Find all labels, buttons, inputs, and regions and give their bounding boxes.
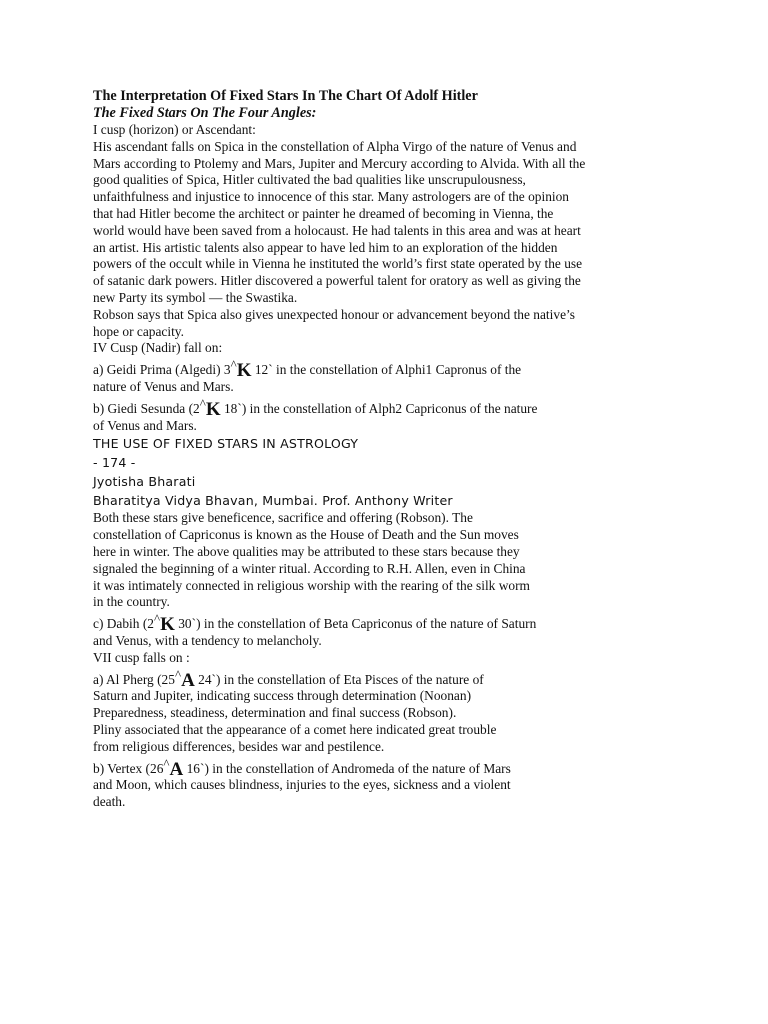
section-label-vii-cusp: VII cusp falls on : (93, 649, 190, 665)
star-entry-text: 18`) in the constellation of Alph2 Capriconus of the nature (220, 400, 538, 416)
star-entry-text: a) Al Pherg (25 (93, 671, 175, 687)
text-line: an artist. His artistic talents also appear to have led him to an exploration of the hidden (93, 239, 558, 255)
star-entry-text: 16`) in the constellation of Andromeda of the nature of Mars (183, 760, 511, 776)
caret-mark: ^ (230, 357, 237, 373)
star-entry-text: c) Dabih (2 (93, 616, 154, 632)
text-line: Mars according to Ptolemy and Mars, Jupiter and Mercury according to Alvida. With all the (93, 155, 586, 171)
text-line: His ascendant falls on Spica in the constellation of Alpha Virgo of the nature of Venus and (93, 138, 577, 154)
text-line: and Venus, with a tendency to melancholy. (93, 632, 322, 648)
zodiac-sign-glyph: K (205, 398, 221, 420)
text-line: Both these stars give beneficence, sacrifice and offering (Robson). The (93, 510, 473, 526)
star-entry-text: b) Giedi Sesunda (2 (93, 400, 200, 416)
star-entry-dabih (93, 611, 693, 636)
caret-mark: ^ (153, 611, 161, 627)
text-line: nature of Venus and Mars. (93, 378, 234, 394)
caret-mark: ^ (174, 666, 182, 682)
text-line: Robson says that Spica also gives unexpected honour or advancement beyond the native’s (93, 306, 575, 322)
text-line: world would have been saved from a holocaust. He had talents in this area and was at heart (93, 222, 581, 238)
paragraph-vertex (93, 777, 693, 811)
text-line: I cusp (horizon) or Ascendant: (93, 122, 256, 137)
star-entry-text: 24`) in the constellation of Eta Pisces of the nature of (194, 671, 484, 687)
text-line: it was intimately connected in religious worship with the rearing of the silk worm (93, 577, 530, 593)
document-page (93, 88, 693, 811)
text-line: of satanic dark powers. Hitler discovered a powerful talent for oratory as well as giving the (93, 273, 581, 289)
document-title: The Interpretation Of Fixed Stars In The Chart Of Adolf Hitler (93, 88, 478, 104)
publisher-line: Bharatitya Vidya Bhavan, Mumbai. Prof. Anthony Writer (93, 493, 453, 509)
zodiac-sign-glyph: A (181, 669, 195, 691)
text-line: signaled the beginning of a winter ritual. According to R.H. Allen, even in China (93, 560, 526, 576)
zodiac-sign-glyph: A (169, 758, 184, 780)
star-entry-text: b) Vertex (26 (93, 760, 164, 776)
page-number: - 174 - (93, 455, 136, 471)
star-entry-giedi-sesunda (93, 395, 693, 420)
caret-mark: ^ (163, 755, 170, 771)
text-line: in the country. (93, 594, 170, 610)
text-line: and Moon, which causes blindness, injuries to the eyes, sickness and a violent (93, 777, 511, 793)
text-line: hope or capacity. (93, 323, 184, 339)
caret-mark: ^ (199, 395, 206, 411)
text-line: good qualities of Spica, Hitler cultivated the bad qualities like unscrupulousness, (93, 172, 526, 188)
text-line: here in winter. The above qualities may be attributed to these stars because they (93, 543, 520, 559)
footer-heading: THE USE OF FIXED STARS IN ASTROLOGY (93, 436, 359, 452)
text-line: powers of the occult while in Vienna he instituted the world’s first state operated by the use (93, 256, 583, 272)
zodiac-sign-glyph: K (160, 614, 175, 636)
text-line: of Venus and Mars. (93, 417, 197, 433)
text-line: new Party its symbol — the Swastika. (93, 289, 298, 305)
star-entry-text: a) Geidi Prima (Algedi) 3 (93, 362, 231, 378)
star-entry-vertex (93, 755, 693, 780)
zodiac-sign-glyph: K (236, 360, 252, 382)
text-line: unfaithfulness and injustice to innocence of this star. Many astrologers are of the opinion (93, 189, 569, 205)
star-entry-text: 30`) in the constellation of Beta Capriconus of the nature of Saturn (174, 616, 537, 632)
star-entry-geidi-prima (93, 357, 693, 382)
text-line: constellation of Capriconus is known as the House of Death and the Sun moves (93, 527, 519, 543)
text-line: Saturn and Jupiter, indicating success through determination (Noonan) (93, 688, 472, 704)
paragraph-ascendant (93, 122, 693, 357)
text-line: IV Cusp (Nadir) fall on: (93, 340, 223, 356)
star-entry-text: 12` in the constellation of Alphi1 Capronus of the (251, 362, 522, 378)
document-subtitle: The Fixed Stars On The Four Angles: (93, 105, 317, 121)
text-line: Preparedness, steadiness, determination and final success (Robson). (93, 705, 457, 721)
text-line: that had Hitler become the architect or painter he dreamed of becoming in Vienna, the (93, 205, 554, 221)
text-line: death. (93, 794, 126, 810)
paragraph-al-pherg (93, 688, 693, 755)
star-entry-al-pherg (93, 666, 693, 691)
text-line: Pliny associated that the appearance of a comet here indicated great trouble (93, 721, 497, 737)
paragraph-robson (93, 510, 693, 611)
journal-name: Jyotisha Bharati (93, 474, 196, 490)
text-line: from religious differences, besides war and pestilence. (93, 738, 385, 754)
